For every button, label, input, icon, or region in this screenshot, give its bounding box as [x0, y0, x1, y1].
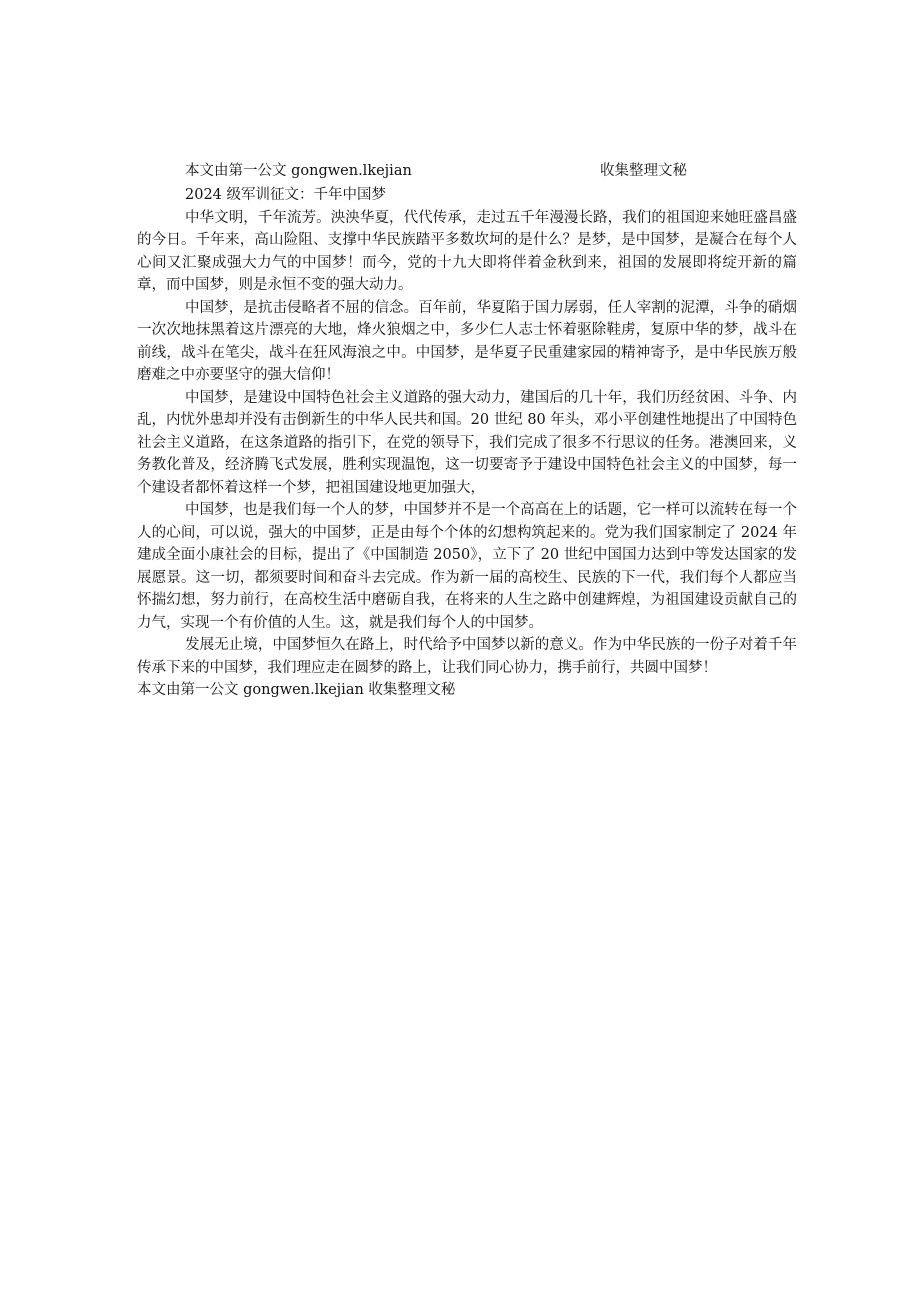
paragraph-2: 中国梦，是抗击侵略者不屈的信念。百年前，华夏陷于国力孱弱，任人宰割的泥潭，斗争的硝烟一次次地抹黑着这片漂亮的大地，烽火狼烟之中，多少仁人志士怀着驱除鞋虏，复原中华的梦，战斗在前线，战斗在笔尖，战斗在狂风海浪之中。中国梦，是华夏子民重建家园的精神寄予，是中华民族万般磨难之中亦要坚守的强大信仰！	[137, 299, 797, 383]
source-header	[185, 160, 705, 182]
paragraph-3: 中国梦，是建设中国特色社会主义道路的强大动力，建国后的几十年，我们历经贫困、斗争、内乱，内忧外患却并没有击倒新生的中华人民共和国。20 世纪 80 年头，邓小平创建性地提出了中国特色社会主义道路，在这条道路的指引下，在党的领导下，我们完成了很多不行思议的任务。港澳回来，义务教化普及，经济腾飞式发展，胜利实现温饱，这一切要寄予于建设中国特色社会主义的中国梦，每一个建设者都怀着这样一个梦，把祖国建设地更加强大，	[137, 389, 797, 496]
paragraph-4: 中国梦，也是我们每一个人的梦，中国梦并不是一个高高在上的话题，它一样可以流转在每一个人的心间，可以说，强大的中国梦，正是由每个个体的幻想构筑起来的。党为我们国家制定了 2024 年建成全面小康社会的目标，提出了《中国制造 2050》，立下了 20 世纪中国国力达到中等发达国家的发展愿景。这一切，都须要时间和奋斗去完成。作为新一届的高校生、民族的下一代，我们每个人都应当怀揣幻想，努力前行，在高校生活中磨砺自我，在将来的人生之路中创建辉煌，为祖国建设贡献自己的力气，实现一个有价值的人生。这，就是我们每个人的中国梦。	[137, 502, 797, 631]
document-body	[137, 184, 797, 702]
source-header-right: 收集整理文秘	[600, 163, 687, 179]
source-footer: 本文由第一公文 gongwen.lkejian 收集整理文秘	[137, 682, 456, 698]
source-header-left: 本文由第一公文 gongwen.lkejian	[185, 163, 412, 179]
paragraph-1: 中华文明，千年流芳。泱泱华夏，代代传承，走过五千年漫漫长路，我们的祖国迎来她旺盛昌盛的今日。千年来，高山险阻、支撑中华民族踏平多数坎坷的是什么？是梦，是中国梦，是凝合在每个人心间又汇聚成强大力气的中国梦！而今，党的十九大即将伴着金秋到来，祖国的发展即将绽开新的篇章，而中国梦，则是永恒不变的强大动力。	[137, 209, 797, 293]
document-title: 2024 级军训征文：千年中国梦	[185, 187, 387, 203]
paragraph-5: 发展无止境，中国梦恒久在路上，时代给予中国梦以新的意义。作为中华民族的一份子对着千年传承下来的中国梦，我们理应走在圆梦的路上，让我们同心协力，携手前行，共圆中国梦！	[137, 637, 797, 676]
